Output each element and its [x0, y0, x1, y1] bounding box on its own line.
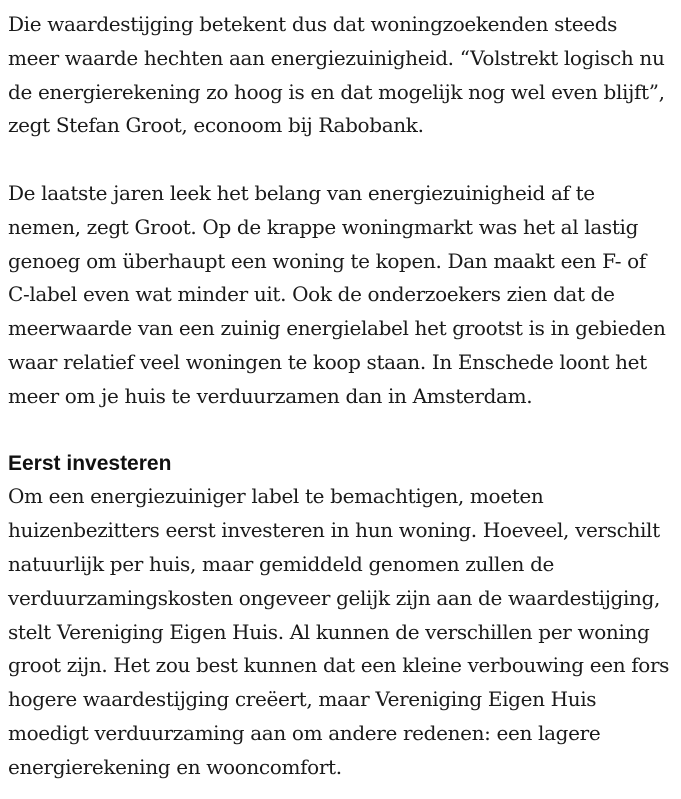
paragraph-energiezuinigheid: De laatste jaren leek het belang van energiezuinigheid af te nemen, zegt Groot. Op de krappe woningmarkt was het al lastig genoeg om überhaupt een woning te kopen. Dan maakt een F- of C-label even wat minder uit. Ook de onderzoekers zien dat de meerwaarde van een zuinig energielabel het grootst is in gebieden waar relatief veel woningen te koop staan. In Enschede loont het meer om je huis te verduurzamen dan in Amsterdam. — [8, 180, 666, 408]
section-heading: Eerst investeren — [8, 452, 172, 476]
paragraph-investeren: Om een energiezuiniger label te bemachtigen, moeten huizenbezitters eerst investeren in hun woning. Hoeveel, verschilt natuurlijk per huis, maar gemiddeld genomen zullen de verduurzamingskosten ongeveer gelijk zijn aan de waardestijging, stelt Vereniging Eigen Huis. Al kunnen de verschillen per woning groot zijn. Het zou best kunnen dat een kleine verbouwing een fors hogere waardestijging creëert, maar Vereniging Eigen Huis moedigt verduurzaming aan om andere redenen: een lagere energierekening en wooncomfort. — [8, 484, 670, 779]
paragraph-waardestijging: Die waardestijging betekent dus dat woningzoekenden steeds meer waarde hechten aan energiezuinigheid. “Volstrekt logisch nu de energierekening zo hoog is en dat mogelijk nog wel even blijft”, zegt Stefan Groot, econoom bij Rabobank. — [8, 12, 665, 138]
